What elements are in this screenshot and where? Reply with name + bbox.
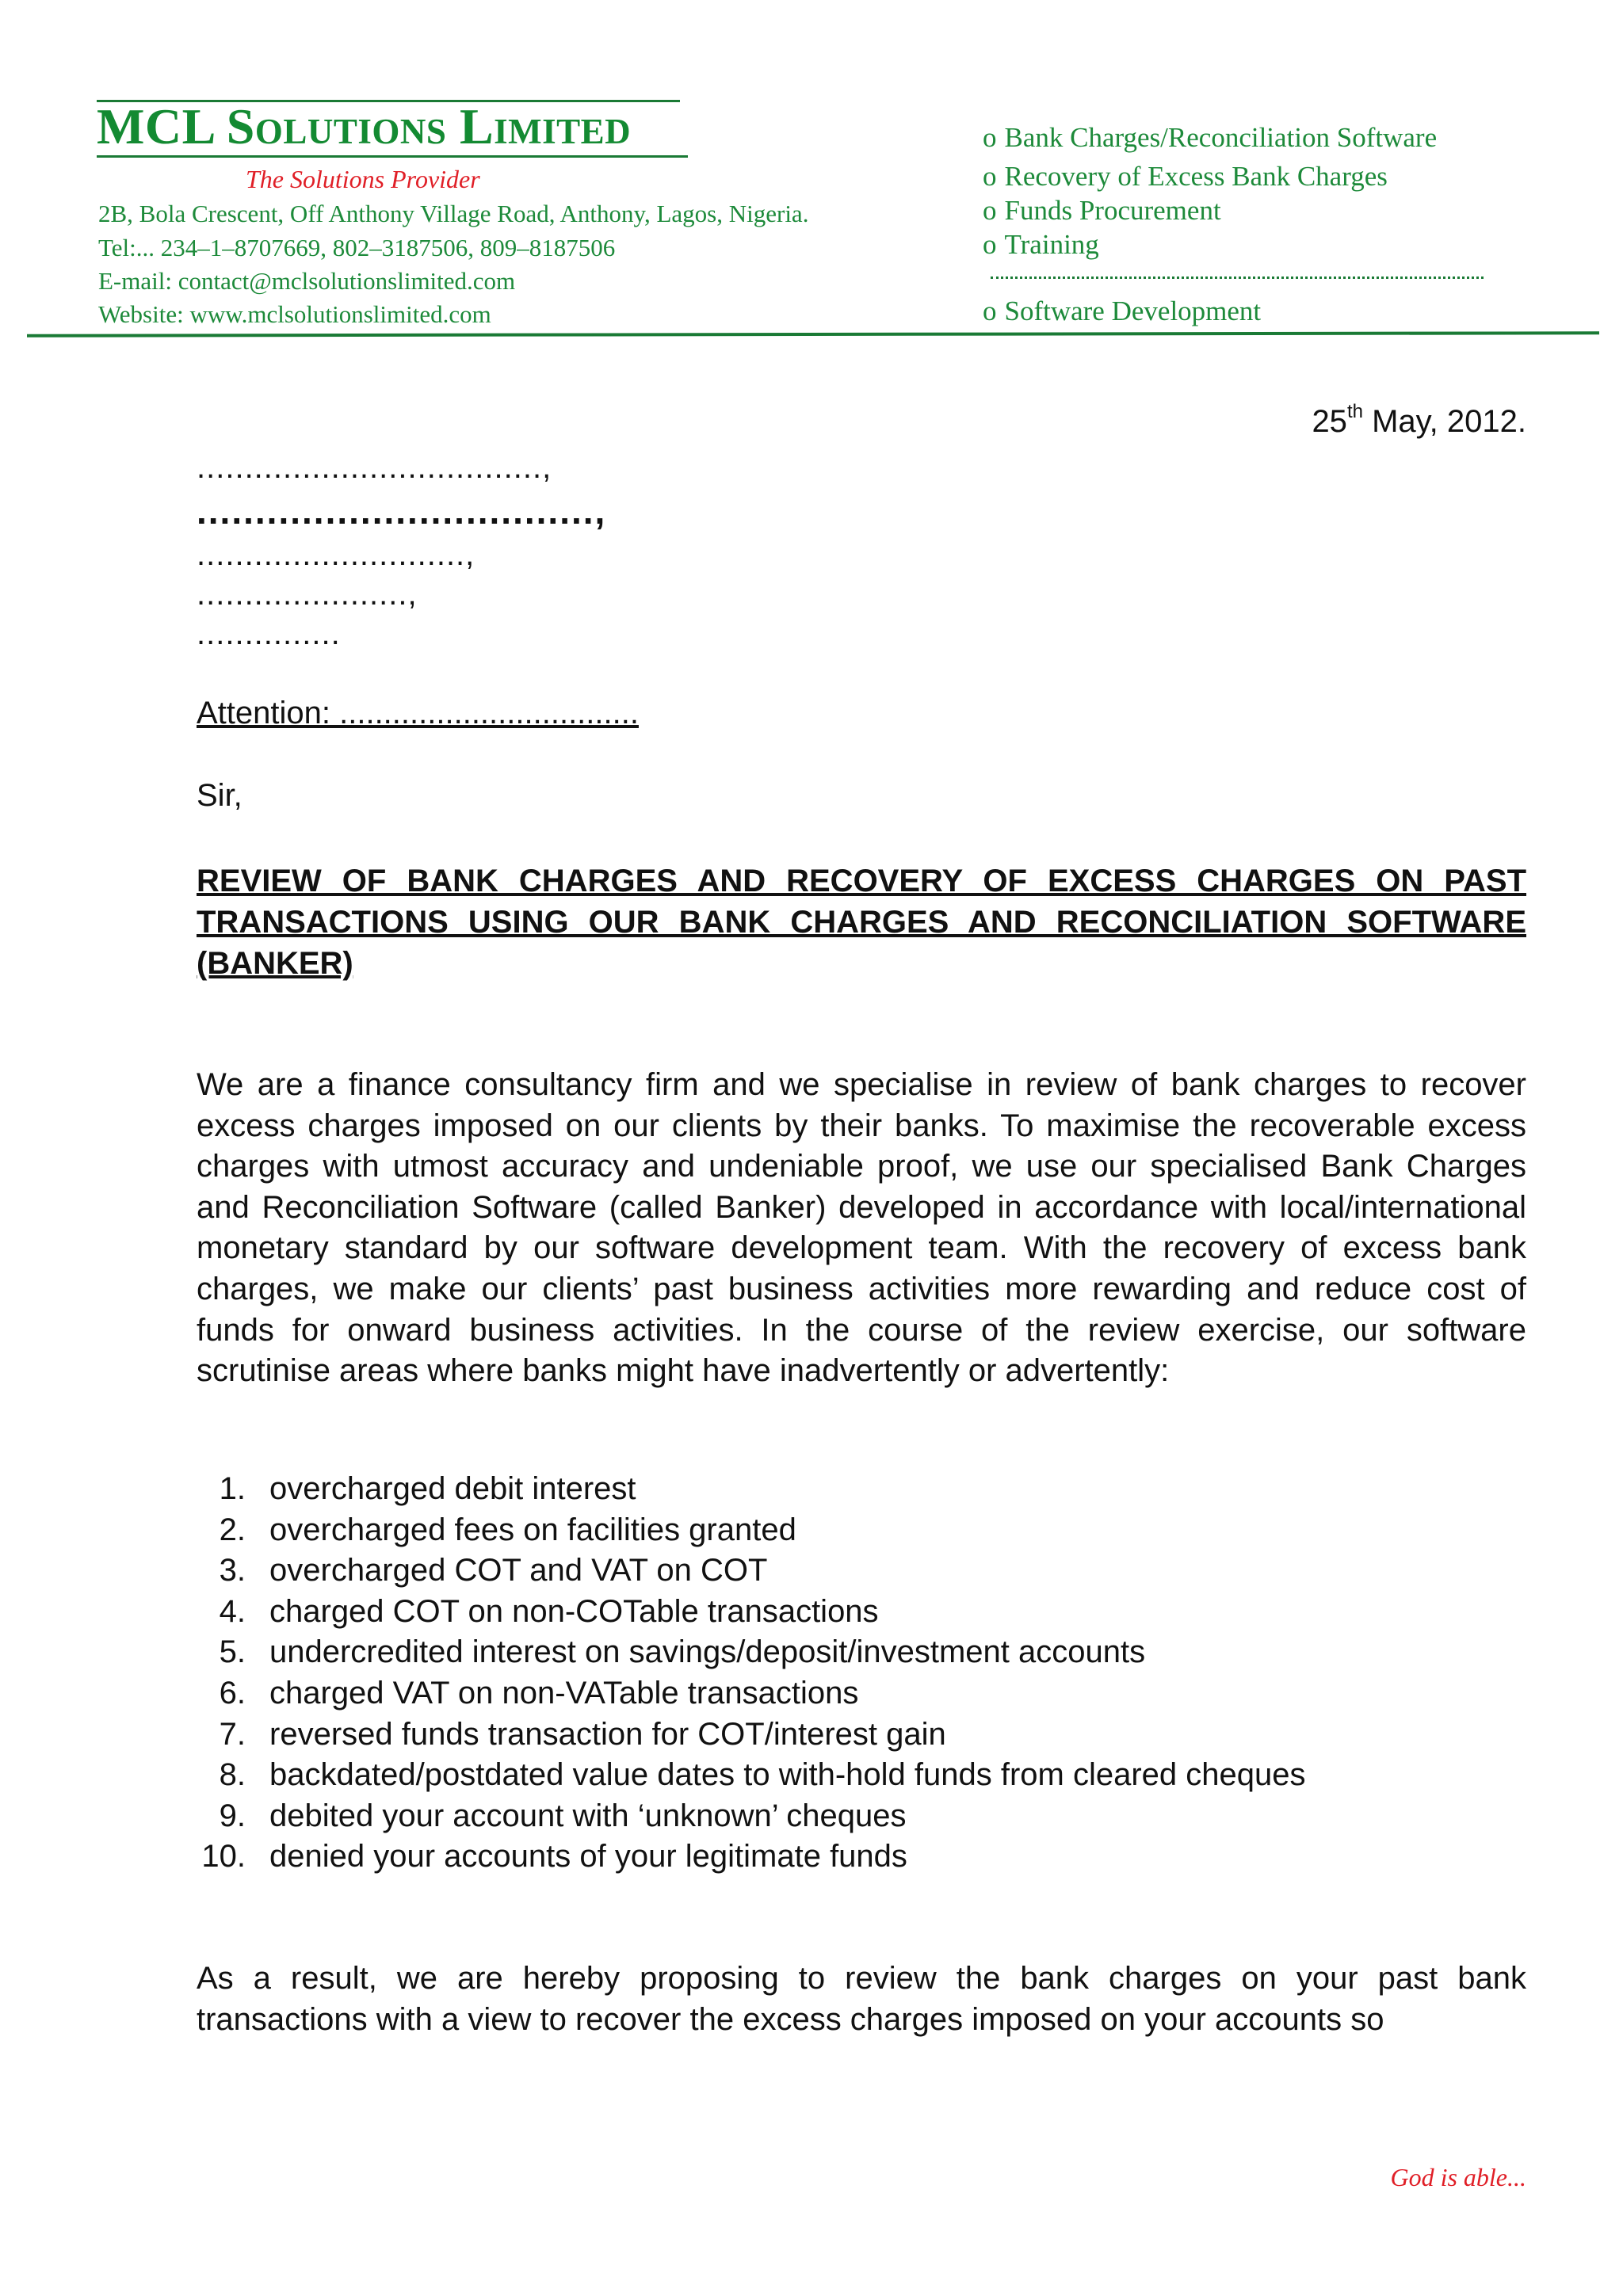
bullet-icon: o [983,161,997,192]
attention-line: Attention: .................................. [197,696,639,730]
letter-date [1312,401,1526,440]
list-text: charged VAT on non-VATable transactions [269,1675,859,1711]
company-name: MCL Solutions Limited [97,98,632,154]
date-rest: May, 2012. [1362,404,1526,439]
list-item [197,1550,1526,1592]
list-text: overcharged debit interest [269,1471,636,1506]
company-name-underline [97,155,688,158]
bullet-icon: o [983,229,997,260]
bullet-icon: o [983,195,997,226]
list-number: 10. [201,1839,246,1875]
list-number: 9. [219,1798,246,1833]
date-day: 25 [1312,404,1347,439]
recipient-address-line: ............... [197,616,341,651]
list-item [197,1592,1526,1633]
list-item [197,1714,1526,1756]
service-label: Funds Procurement [1004,195,1221,226]
service-label: Bank Charges/Reconciliation Software [1004,122,1438,153]
service-label: Recovery of Excess Bank Charges [1004,161,1388,192]
company-tagline: The Solutions Provider [246,165,480,193]
review-areas-list [197,1469,1526,1878]
footer-note: God is able... [1390,2163,1526,2191]
recipient-address-line: ......................, [197,577,418,612]
service-item [983,195,1221,227]
salutation: Sir, [197,778,242,813]
recipient-address-line: ............................, [197,537,475,572]
list-number: 4. [219,1593,246,1629]
recipient-address-line: ...................................., [197,450,552,485]
company-website: Website: www.mclsolutionslimited.com [98,300,491,328]
list-text: debited your account with ‘unknown’ cheques [269,1798,907,1833]
list-text: denied your accounts of your legitimate funds [269,1839,907,1875]
bullet-icon: o [983,296,997,326]
service-item [983,122,1437,154]
recipient-address-line: .................................., [197,490,607,532]
body-paragraph: We are a finance consultancy firm and we specialise in review of bank charges to recover excess charges imposed on our clients by their banks. To maximise the recoverable excess charges with utmost accuracy and undeniable proof, we use our specialised Bank Charges and Reconciliation Software (called Banker) developed in accordance with local/international monetary standard by our software development team. With the recovery of excess bank charges, we make our clients’ past business activities more rewarding and reduce cost of funds for onward business activities. In the course of the review exercise, our software scrutinise areas where banks might have inadvertently or advertently: [197,1067,1526,1389]
date-suffix: th [1346,401,1363,422]
company-telephone: Tel:... 234–1–8707669, 802–3187506, 809–8187506 [98,234,616,261]
list-item [197,1836,1526,1878]
list-item [197,1632,1526,1673]
list-number: 1. [219,1471,246,1506]
list-number: 8. [219,1757,246,1793]
list-number: 2. [219,1512,246,1547]
body-paragraph: As a result, we are hereby proposing to review the bank charges on your past bank transactions with a view to recover the excess charges imposed on your accounts so [197,1961,1526,2037]
list-number: 7. [219,1716,246,1752]
list-item [197,1673,1526,1714]
service-label: Training [1004,229,1099,260]
list-number: 5. [219,1634,246,1670]
list-item [197,1755,1526,1796]
list-item [197,1469,1526,1510]
list-number: 3. [219,1553,246,1589]
company-email: E-mail: contact@mclsolutionslimited.com [98,267,516,295]
list-item [197,1796,1526,1837]
list-text: overcharged fees on facilities granted [269,1512,796,1547]
company-address: 2B, Bola Crescent, Off Anthony Village Road, Anthony, Lagos, Nigeria. [98,200,809,227]
list-text: reversed funds transaction for COT/interest gain [269,1716,946,1752]
service-item [983,229,1099,261]
list-number: 6. [219,1675,246,1711]
services-dotted-divider [991,277,1484,279]
list-text: backdated/postdated value dates to with-hold funds from cleared cheques [269,1757,1306,1793]
bullet-icon: o [983,122,997,153]
list-text: charged COT on non-COTable transactions [269,1593,879,1629]
service-item [983,296,1261,327]
list-item [197,1510,1526,1551]
letter-subject: REVIEW OF BANK CHARGES AND RECOVERY OF EXCESS CHARGES ON PAST TRANSACTIONS USING OUR BANK CHARGES AND RECONCILIATION SOFTWARE (BANKER) [197,864,1526,981]
list-text: undercredited interest on savings/deposit/investment accounts [269,1634,1146,1670]
service-item [983,161,1388,193]
letterhead-bottom-rule [27,331,1599,337]
service-label: Software Development [1004,296,1262,326]
list-text: overcharged COT and VAT on COT [269,1553,768,1589]
